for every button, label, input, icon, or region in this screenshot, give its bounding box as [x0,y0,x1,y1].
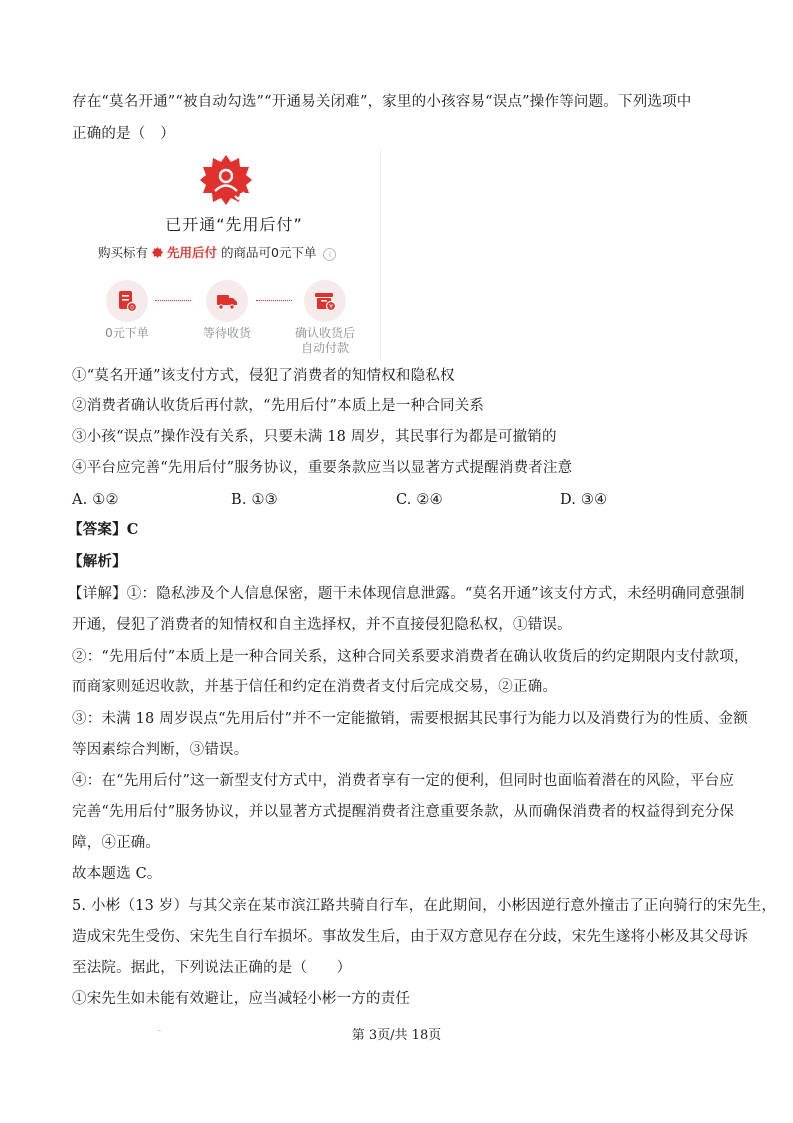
step-label-wait: 等待收货 [202,326,251,340]
statement-2: ②消费者确认收货后再付款，“先用后付”本质上是一种合同关系 [72,398,485,414]
statement-4: ④平台应完善“先用后付”服务协议，重要条款应当以显著方式提醒消费者注意 [72,460,573,476]
truck-icon [215,289,239,313]
analysis-line-3: ②：“先用后付”本质上是一种合同关系，这种合同关系要求消费者在确认收货后的约定期限内支付款项， [72,649,749,665]
verified-badge-icon [200,154,252,206]
statement-1: ①“莫名开通”该支付方式，侵犯了消费者的知情权和隐私权 [72,368,455,384]
analysis-line-2: 开通，侵犯了消费者的知情权和自主选择权，并不直接侵犯隐私权，①错误。 [72,617,572,633]
question-stem-line2: 正确的是（ ） [72,126,175,142]
question-stem-line1: 存在“莫名开通”“被自动勾选”“开通易关闭难”，家里的小孩容易“误点”操作等问题。下列选项中 [72,94,692,110]
analysis-line-8: 完善“先用后付”服务协议，并以显著方式提醒消费者注意重要条款，从而确保消费者的权益得到充分保 [72,804,735,820]
analysis-line-7: ④：在“先用后付”这一新型支付方式中，消费者享有一定的便利，但同时也面临着潜在的风险，平台应 [72,773,735,789]
step-label-order: 0元下单 [105,326,149,340]
info-icon: i [323,248,336,261]
analysis-line-10: 故本题选 C。 [72,866,162,882]
option-b: B. ①③ [231,492,278,508]
figure-subtitle [98,243,336,261]
page-footer: 第 3页/共 18页 [351,1028,442,1043]
analysis-line-1: 【详解】①：隐私涉及个人信息保密，题干未体现信息泄露。“莫名开通”该支付方式，未经明确同意强制 [68,586,745,602]
figure-title: 已开通“先用后付” [165,215,303,234]
analysis-line-5: ③：未满 18 周岁误点“先用后付”并不一定能撤销，需要根据其民事行为能力以及消费行为的性质、金额 [72,711,748,727]
mini-badge-icon [152,247,163,258]
subtitle-highlight: 先用后付 [166,245,217,260]
next-question-line1: 5. 小彬（13 岁）与其父亲在某市滨江路共骑自行车，在此期间，小彬因逆行意外撞击了正向骑行的宋先生， [72,898,777,914]
box-pay-icon [313,289,337,313]
step-label-confirm [284,326,366,356]
svg-text:¥: ¥ [329,303,333,311]
option-a: A. ①② [72,492,119,508]
next-question-line3: 至法院。据此，下列说法正确的是（ ） [72,960,352,976]
step-connector-2 [256,300,292,301]
analysis-line-6: 等因素综合判断，③错误。 [72,742,249,758]
step-label-confirm-line1: 确认收货后 [294,326,355,340]
order-icon [115,289,139,313]
analysis-line-9: 障，④正确。 [72,835,161,851]
step-connector-1 [155,300,191,301]
subtitle-prefix: 购买标有 [98,245,149,260]
answer: 【答案】C [68,521,139,538]
step-order [106,280,148,322]
option-d: D. ③④ [560,492,608,508]
pay-later-figure [88,148,381,360]
step-label-confirm-line2: 自动付款 [300,341,349,355]
step-confirm [304,280,346,322]
analysis-heading: 【解析】 [68,553,127,570]
next-question-line2: 造成宋先生受伤、宋先生自行车损坏。事故发生后，由于双方意见存在分歧，宋先生遂将小彬及其父母诉 [72,929,749,945]
option-c: C. ②④ [396,492,443,508]
subtitle-suffix: 的商品可0元下单 [220,245,317,260]
next-question-line4: ①宋先生如未能有效避让，应当减轻小彬一方的责任 [72,991,411,1007]
statement-3: ③小孩“误点”操作没有关系，只要未满 18 周岁，其民事行为都是可撤销的 [72,429,557,445]
svg-text:0: 0 [130,304,134,312]
analysis-line-4: 而商家则延迟收款，并基于信任和约定在消费者支付后完成交易，②正确。 [72,679,558,695]
step-wait [206,280,248,322]
